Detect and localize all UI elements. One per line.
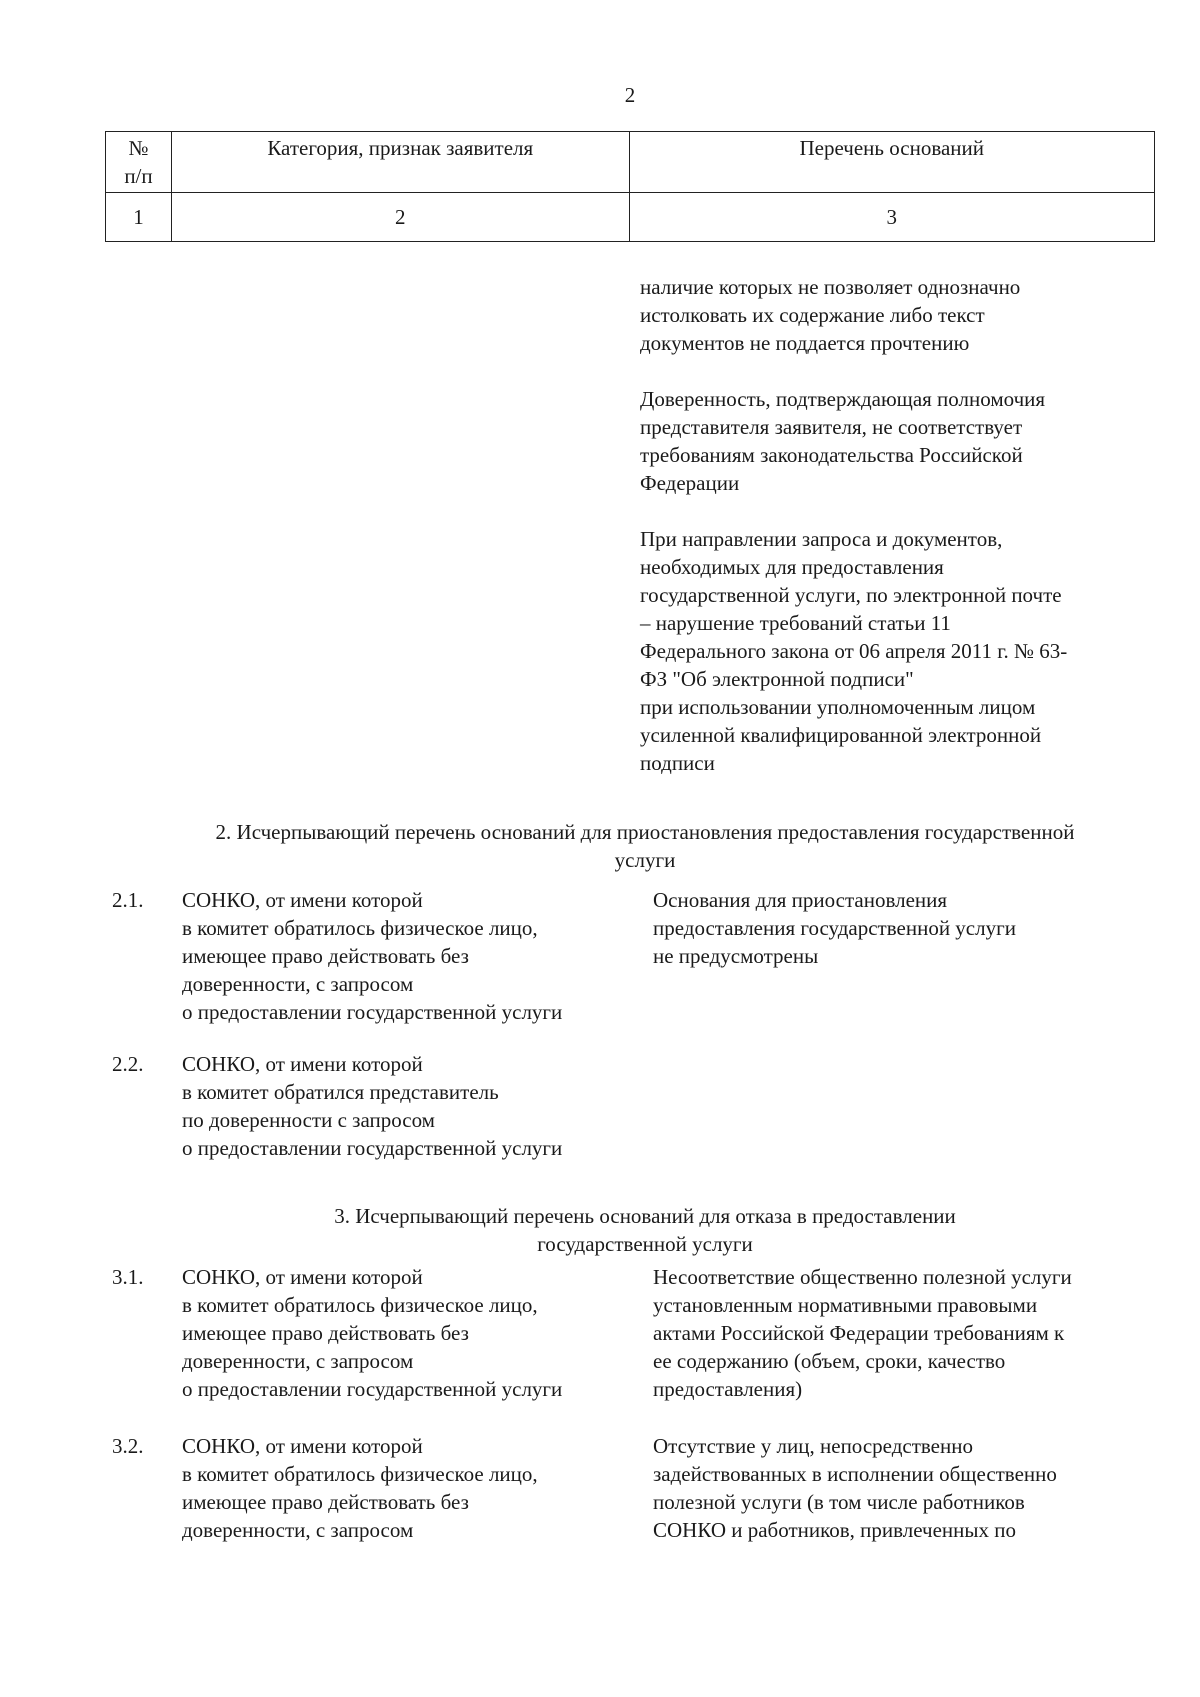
header-col-category: Категория, признак заявителя [171,132,629,193]
continuation-paragraph-1: наличие которых не позволяет однозначно истолковать их содержание либо текст документов не поддается прочтению [640,275,1021,355]
section-3-heading: 3. Исчерпывающий перечень оснований для отказа в предоставлении государственной услуги [334,1204,956,1256]
page-number: 2 [624,83,636,107]
header-num-1: 1 [106,193,172,242]
continuation-paragraph-2: Доверенность, подтверждающая полномочия представителя заявителя, не соответствует требованиям законодательства Российской Федерации [640,387,1046,495]
table-header [105,131,1155,242]
item-number: 2.1. [112,888,144,912]
header-num-3: 3 [629,193,1154,242]
header-col-reasons: Перечень оснований [629,132,1154,193]
item-category: СОНКО, от имени которой в комитет обратилось физическое лицо, имеющее право действовать без доверенности, с запросом о предоставлении государственной услуги [182,1265,563,1401]
item-number: 3.1. [112,1265,144,1289]
item-category: СОНКО, от имени которой в комитет обратилось физическое лицо, имеющее право действовать без доверенности, с запросом о предоставлении государственной услуги [182,888,563,1024]
item-number: 2.2. [112,1052,144,1076]
item-category: СОНКО, от имени которой в комитет обратился представитель по доверенности с запросом о предоставлении государственной услуги [182,1052,563,1160]
item-category: СОНКО, от имени которой в комитет обратилось физическое лицо, имеющее право действовать без доверенности, с запросом [182,1434,538,1542]
continuation-paragraph-3: При направлении запроса и документов, необходимых для предоставления государственной услуги, по электронной почте – нарушение требований статьи 11 Федерального закона от 06 апреля 2011 г. № 63- ФЗ "Об электронной подписи" при использовании уполномоченным лицом усиленной квалифицированной электронной подписи [640,527,1068,775]
item-reason: Основания для приостановления предоставления государственной услуги не предусмотрены [653,888,1016,968]
header-col-number: № п/п [106,132,172,193]
section-2-heading: 2. Исчерпывающий перечень оснований для приостановления предоставления государственной услуги [215,820,1075,872]
item-reason: Несоответствие общественно полезной услуги установленным нормативными правовыми актами Российской Федерации требованиям к ее содержанию (объем, сроки, качество предоставления) [653,1265,1072,1401]
header-num-2: 2 [171,193,629,242]
item-number: 3.2. [112,1434,144,1458]
item-reason: Отсутствие у лиц, непосредственно задействованных в исполнении общественно полезной услуги (в том числе работников СОНКО и работников, привлеченных по [653,1434,1057,1542]
